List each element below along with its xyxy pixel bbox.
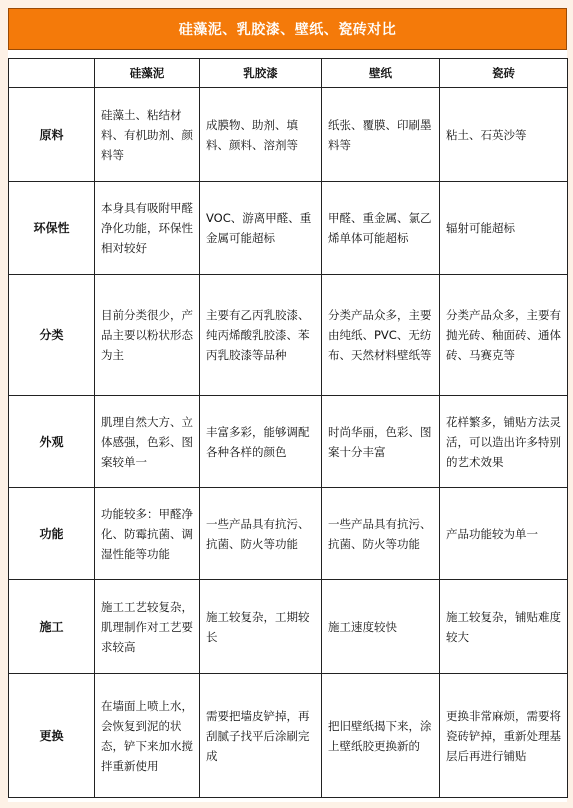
- corner-cell: [9, 59, 95, 88]
- table-title: 硅藻泥、乳胶漆、壁纸、瓷砖对比: [8, 8, 567, 50]
- table-row: [9, 275, 568, 396]
- table-cell: 分类产品众多，主要由纯纸、PVC、无纺布、天然材料壁纸等: [322, 275, 440, 396]
- column-header-diatom-mud: 硅藻泥: [95, 59, 200, 88]
- column-header-wallpaper: 壁纸: [322, 59, 440, 88]
- table-cell: 成膜物、助剂、填料、颜料、溶剂等: [200, 88, 322, 182]
- table-cell: 本身具有吸附甲醛净化功能，环保性相对较好: [95, 182, 200, 275]
- table-cell: 主要有乙丙乳胶漆、纯丙烯酸乳胶漆、苯丙乳胶漆等品种: [200, 275, 322, 396]
- table-cell: 把旧壁纸揭下来，涂上壁纸胶更换新的: [322, 674, 440, 798]
- column-header-tile: 瓷砖: [440, 59, 568, 88]
- column-header-latex-paint: 乳胶漆: [200, 59, 322, 88]
- table-cell: 纸张、覆膜、印刷墨料等: [322, 88, 440, 182]
- header-row: [9, 59, 568, 88]
- row-header: 环保性: [9, 182, 95, 275]
- table-cell: 功能较多：甲醛净化、防霉抗菌、调湿性能等功能: [95, 488, 200, 580]
- table-cell: 硅藻土、粘结材料、有机助剂、颜料等: [95, 88, 200, 182]
- row-header: 施工: [9, 580, 95, 674]
- table-row: [9, 182, 568, 275]
- table-cell: 施工较复杂，铺贴难度较大: [440, 580, 568, 674]
- table-cell: 粘土、石英沙等: [440, 88, 568, 182]
- table-cell: 施工速度较快: [322, 580, 440, 674]
- table-cell: 产品功能较为单一: [440, 488, 568, 580]
- table-cell: 在墙面上喷上水，会恢复到泥的状态，铲下来加水搅拌重新使用: [95, 674, 200, 798]
- table-cell: 一些产品具有抗污、抗菌、防火等功能: [200, 488, 322, 580]
- row-header: 原料: [9, 88, 95, 182]
- comparison-table: [8, 58, 568, 798]
- table-cell: 甲醛、重金属、氯乙烯单体可能超标: [322, 182, 440, 275]
- table-row: [9, 88, 568, 182]
- comparison-sheet: [8, 8, 567, 802]
- table-cell: 一些产品具有抗污、抗菌、防火等功能: [322, 488, 440, 580]
- table-cell: 肌理自然大方、立体感强，色彩、图案较单一: [95, 396, 200, 488]
- table-cell: 需要把墙皮铲掉，再刮腻子找平后涂刷完成: [200, 674, 322, 798]
- table-cell: 辐射可能超标: [440, 182, 568, 275]
- row-header: 外观: [9, 396, 95, 488]
- table-cell: 丰富多彩，能够调配各种各样的颜色: [200, 396, 322, 488]
- row-header: 更换: [9, 674, 95, 798]
- table-cell: 花样繁多，铺贴方法灵活，可以造出许多特别的艺术效果: [440, 396, 568, 488]
- table-cell: VOC、游离甲醛、重金属可能超标: [200, 182, 322, 275]
- row-header: 分类: [9, 275, 95, 396]
- table-cell: 施工较复杂，工期较长: [200, 580, 322, 674]
- row-header: 功能: [9, 488, 95, 580]
- table-row: [9, 488, 568, 580]
- table-row: [9, 396, 568, 488]
- table-cell: 更换非常麻烦，需要将瓷砖铲掉，重新处理基层后再进行铺贴: [440, 674, 568, 798]
- table-cell: 施工工艺较复杂，肌理制作对工艺要求较高: [95, 580, 200, 674]
- table-cell: 目前分类很少，产品主要以粉状形态为主: [95, 275, 200, 396]
- table-row: [9, 580, 568, 674]
- table-cell: 分类产品众多，主要有抛光砖、釉面砖、通体砖、马赛克等: [440, 275, 568, 396]
- table-cell: 时尚华丽，色彩、图案十分丰富: [322, 396, 440, 488]
- table-row: [9, 674, 568, 798]
